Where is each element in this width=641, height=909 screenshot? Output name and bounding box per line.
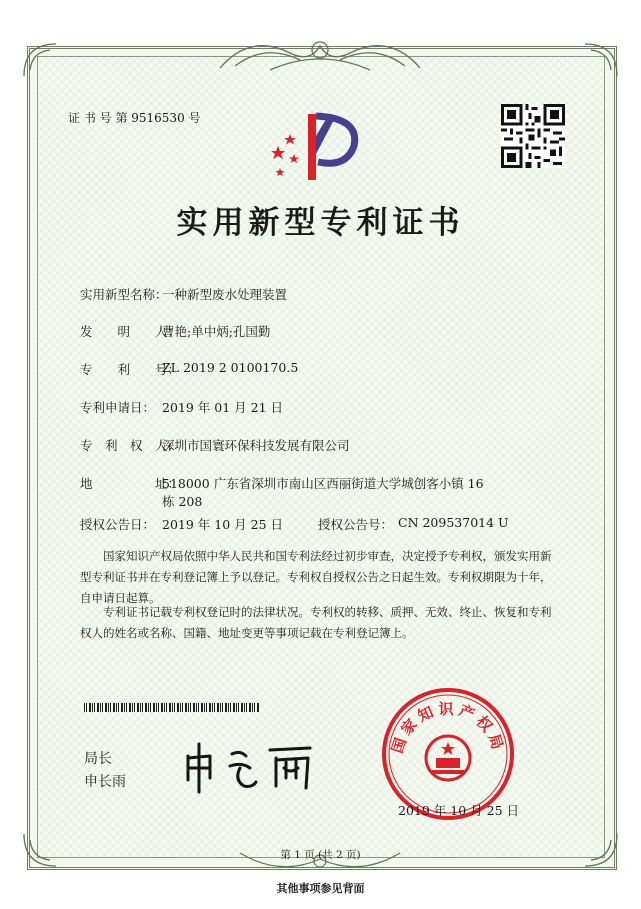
inventor-value: 曹艳;单中炳;孔国勤 xyxy=(162,324,271,339)
top-ornament xyxy=(210,28,430,78)
patent-number-label: 专 利 号： xyxy=(80,362,181,377)
inventor-label: 发 明 人： xyxy=(80,324,181,339)
utility-model-name-label: 实用新型名称： xyxy=(80,287,168,302)
page-number: 第 1 页 (共 2 页) xyxy=(280,849,361,861)
patent-number-value: ZL 2019 2 0100170.5 xyxy=(162,360,299,375)
svg-text:国家知识产权局: 国家知识产权局 xyxy=(388,700,508,756)
patentee-label: 专 利 权 人： xyxy=(80,438,181,453)
qr-code xyxy=(501,104,565,168)
footer-note: 其他事项参见背面 xyxy=(276,882,365,895)
grant-date-value: 2019 年 10 月 25 日 xyxy=(162,517,283,532)
corner-ornament-top-left xyxy=(20,40,60,80)
seal-date: 2019 年 10 月 25 日 xyxy=(398,803,519,818)
grant-number-label: 授权公告号： xyxy=(318,517,394,532)
address-label: 地 址： xyxy=(80,476,181,491)
address-value-line2: 栋 208 xyxy=(162,494,203,509)
certificate-number: 证 书 号 第 9516530 号 xyxy=(68,111,201,125)
certificate-paragraph-2: 专利证书记载专利权登记时的法律状况。专利权的转移、质押、无效、终止、恢复和专利权人的姓名或名称、国籍、地址变更等事项记载在专利登记簿上。 xyxy=(80,605,552,640)
certificate-paragraph-1: 国家知识产权局依照中华人民共和国专利法经过初步审查，决定授予专利权，颁发实用新型专利证书并在专利登记簿上予以登记。专利权自授权公告之日起生效。专利权期限为十年，自申请日起算。 xyxy=(80,549,552,605)
certificate-title: 实用新型专利证书 xyxy=(176,205,465,241)
utility-model-name-value: 一种新型废水处理装置 xyxy=(162,287,288,302)
patentee-value: 深圳市国寰环保科技发展有限公司 xyxy=(162,438,350,453)
application-date-label: 专利申请日： xyxy=(80,400,156,415)
application-date-value: 2019 年 01 月 21 日 xyxy=(162,400,283,415)
corner-ornament-top-right xyxy=(581,40,621,80)
signatory-name: 申长雨 xyxy=(84,774,126,790)
barcode xyxy=(84,703,259,712)
grant-date-label: 授权公告日： xyxy=(80,517,156,532)
grant-number-value: CN 209537014 U xyxy=(398,515,509,530)
address-value-line1: 518000 广东省深圳市南山区西丽街道大学城创客小镇 16 xyxy=(162,476,484,491)
handwritten-signature xyxy=(180,738,330,794)
signatory-title: 局长 xyxy=(84,751,112,767)
cnipa-logo xyxy=(268,106,364,186)
